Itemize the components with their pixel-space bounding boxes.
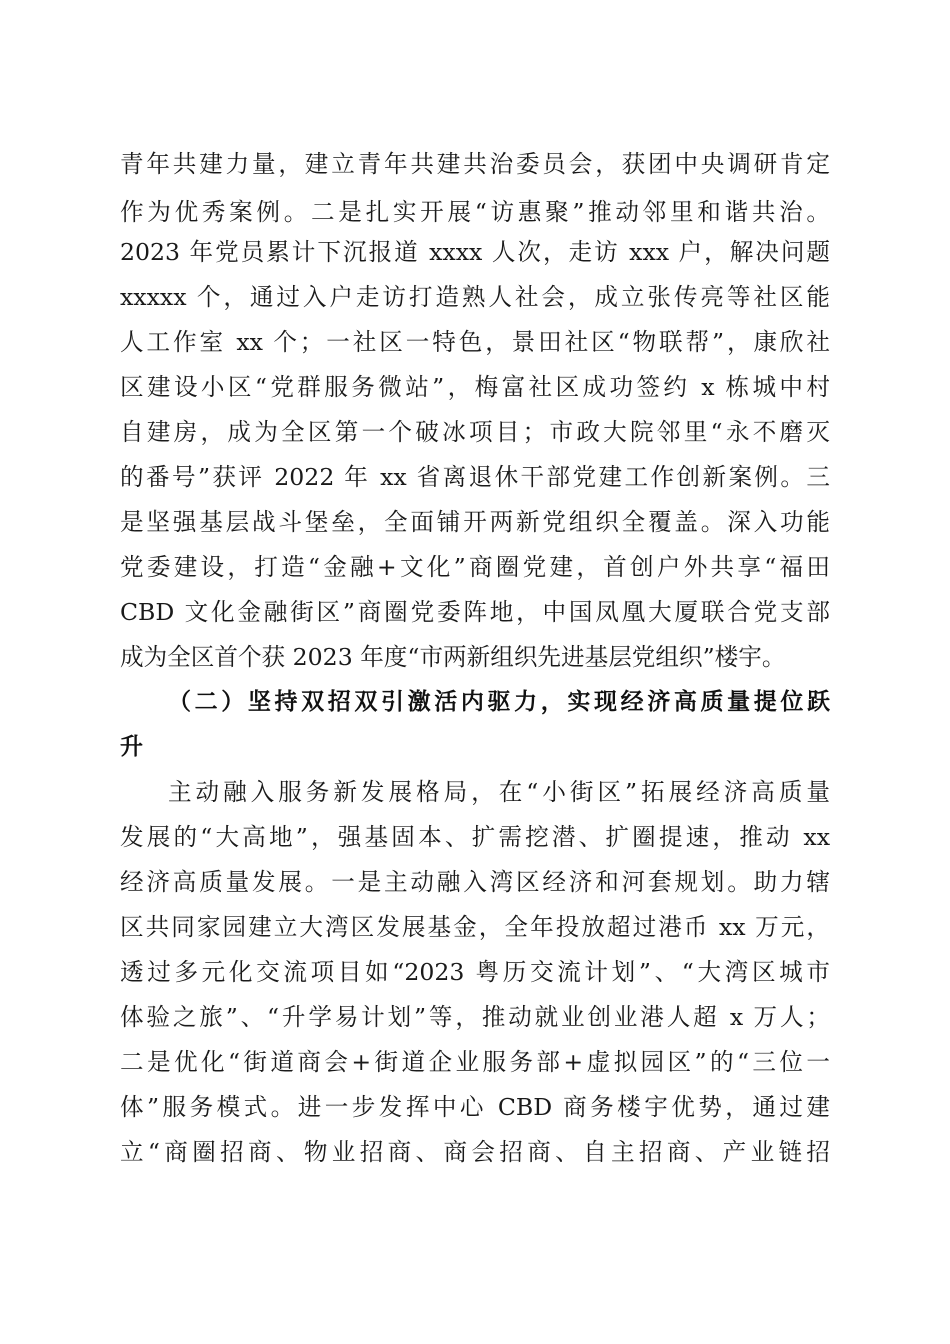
body-text-line: 青年共建力量，建立青年共建共治委员会，获团中央调研肯定 xyxy=(120,150,830,178)
body-text-line: 人工作室 xx 个；一社区一特色，景田社区“物联帮”，康欣社 xyxy=(120,328,830,356)
body-text-line: 的番号”获评 2022 年 xx 省离退休干部党建工作创新案例。三 xyxy=(120,463,830,491)
body-text-line: 经济高质量发展。一是主动融入湾区经济和河套规划。助力辖 xyxy=(120,868,830,896)
body-text-line: 区共同家园建立大湾区发展基金，全年投放超过港币 xx 万元， xyxy=(120,913,830,941)
body-text-line: 是坚强基层战斗堡垒，全面铺开两新党组织全覆盖。深入功能 xyxy=(120,508,830,536)
body-text-line: 作为优秀案例。二是扎实开展“访惠聚”推动邻里和谐共治。 xyxy=(120,198,830,226)
body-text-line: xxxxx 个，通过入户走访打造熟人社会，成立张传亮等社区能 xyxy=(120,283,830,311)
body-text-line: 党委建设，打造“金融+文化”商圈党建，首创户外共享“福田 xyxy=(120,553,830,581)
body-text-line: 成为全区首个获 2023 年度“市两新组织先进基层党组织”楼宇。 xyxy=(120,643,786,671)
paragraph-first-line: 主动融入服务新发展格局，在“小街区”拓展经济高质量 xyxy=(168,778,830,806)
body-text-line: 立“商圈招商、物业招商、商会招商、自主招商、产业链招 xyxy=(120,1138,830,1166)
body-text-line: 2023 年党员累计下沉报道 xxxx 人次，走访 xxx 户，解决问题 xyxy=(120,238,830,266)
body-text-line: 体”服务模式。进一步发挥中心 CBD 商务楼宇优势，通过建 xyxy=(120,1093,830,1121)
body-text-line: 自建房，成为全区第一个破冰项目；市政大院邻里“永不磨灭 xyxy=(120,418,830,446)
body-text-line: 发展的“大高地”，强基固本、扩需挖潜、扩圈提速，推动 xx xyxy=(120,823,830,851)
section-heading: （二）坚持双招双引激活内驱力，实现经济高质量提位跃 xyxy=(168,689,830,715)
body-text-line: CBD 文化金融街区”商圈党委阵地，中国凤凰大厦联合党支部 xyxy=(120,598,830,626)
body-text-line: 二是优化“街道商会+街道企业服务部+虚拟园区”的“三位一 xyxy=(120,1048,830,1076)
body-text-line: 透过多元化交流项目如“2023 粤历交流计划”、“大湾区城市 xyxy=(120,958,830,986)
section-heading-continuation: 升 xyxy=(120,734,143,760)
body-text-line: 区建设小区“党群服务微站”，梅富社区成功签约 x 栋城中村 xyxy=(120,373,830,401)
body-text-line: 体验之旅”、“升学易计划”等，推动就业创业港人超 x 万人； xyxy=(120,1003,830,1031)
